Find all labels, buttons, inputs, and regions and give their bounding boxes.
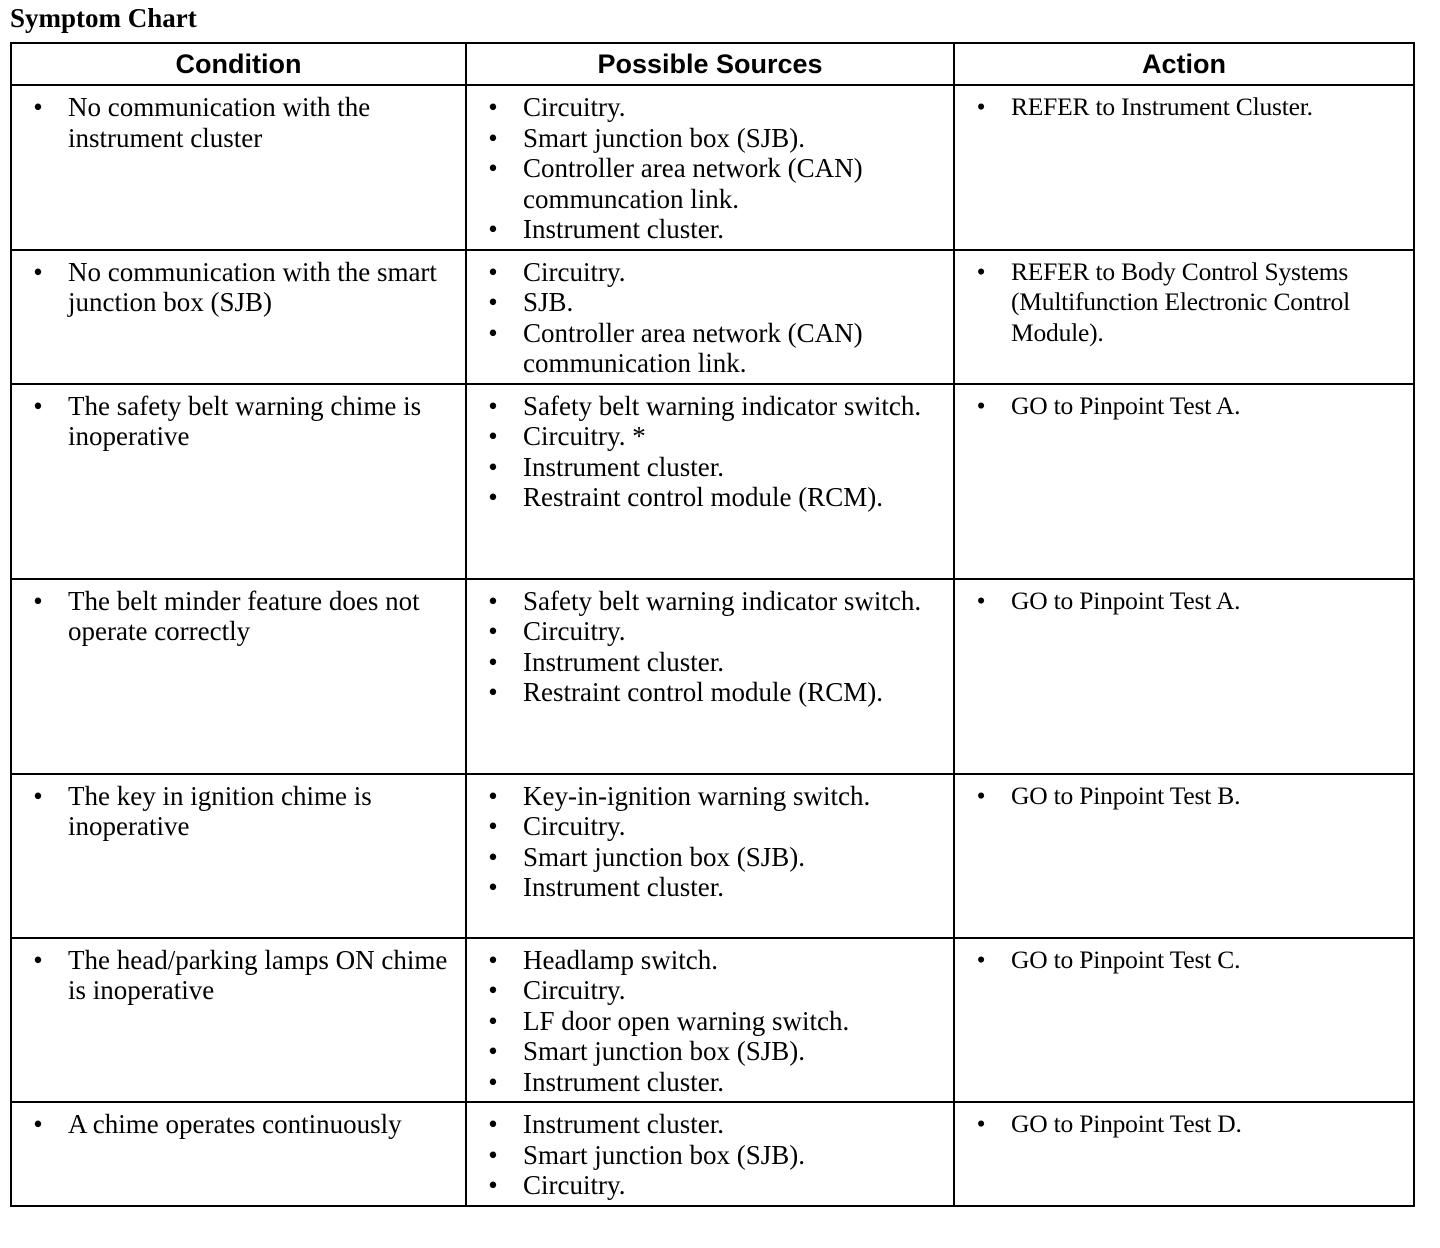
source-item-text: Smart junction box (SJB). bbox=[523, 841, 805, 872]
bullet-icon: • bbox=[33, 944, 43, 975]
bullet-icon: • bbox=[33, 585, 43, 616]
bullet-icon: • bbox=[488, 1170, 498, 1200]
bullet-icon: • bbox=[488, 153, 498, 183]
bullet-icon: • bbox=[488, 616, 498, 646]
source-item-text: Instrument cluster. bbox=[523, 1066, 724, 1097]
condition-cell bbox=[11, 774, 466, 938]
bullet-icon: • bbox=[488, 1139, 498, 1170]
source-item-text: LF door open warning switch. bbox=[523, 1005, 850, 1036]
condition-item bbox=[12, 781, 465, 842]
source-item bbox=[467, 842, 953, 873]
source-item-text: Circuitry. bbox=[523, 256, 626, 287]
source-item-text: SJB. bbox=[523, 287, 574, 317]
bullet-icon: • bbox=[488, 317, 498, 348]
condition-item-text: The head/parking lamps ON chime is inoperative bbox=[68, 944, 448, 1005]
bullet-icon: • bbox=[976, 256, 986, 286]
source-item-text: Circuitry. * bbox=[523, 421, 646, 451]
table-row bbox=[11, 774, 1414, 938]
source-item bbox=[467, 421, 953, 452]
source-item bbox=[467, 318, 953, 379]
action-item-text: GO to Pinpoint Test C. bbox=[1011, 944, 1241, 974]
source-item bbox=[467, 647, 953, 678]
source-item-text: Smart junction box (SJB). bbox=[523, 122, 805, 153]
action-item bbox=[955, 92, 1413, 123]
bullet-icon: • bbox=[488, 944, 498, 975]
action-cell bbox=[954, 250, 1414, 384]
source-item-text: Instrument cluster. bbox=[523, 214, 724, 244]
source-item bbox=[467, 677, 953, 708]
bullet-icon: • bbox=[488, 677, 498, 707]
action-item bbox=[955, 781, 1413, 812]
source-item bbox=[467, 616, 953, 647]
header-action: Action bbox=[954, 43, 1414, 85]
table-row bbox=[11, 384, 1414, 579]
source-item-text: Circuitry. bbox=[523, 1170, 626, 1200]
bullet-icon: • bbox=[976, 944, 986, 974]
source-item-text: Controller area network (CAN) communication link. bbox=[523, 317, 863, 378]
action-item bbox=[955, 257, 1413, 349]
source-item-text: Instrument cluster. bbox=[523, 451, 724, 482]
bullet-icon: • bbox=[488, 1005, 498, 1036]
table-row bbox=[11, 938, 1414, 1103]
action-item-text: REFER to Body Control Systems (Multifunction Electronic Control Module). bbox=[1011, 256, 1350, 347]
source-item-text: Instrument cluster. bbox=[523, 872, 724, 902]
condition-item-text: The safety belt warning chime is inoperative bbox=[68, 390, 422, 451]
condition-item bbox=[12, 945, 465, 1006]
bullet-icon: • bbox=[488, 482, 498, 512]
possible-sources-cell bbox=[466, 250, 954, 384]
condition-item bbox=[12, 257, 465, 318]
condition-item-text: No communication with the smart junction box (SJB) bbox=[68, 256, 437, 317]
bullet-icon: • bbox=[488, 1066, 498, 1097]
source-item-text: Safety belt warning indicator switch. bbox=[523, 585, 922, 616]
source-item bbox=[467, 287, 953, 318]
condition-cell bbox=[11, 938, 466, 1103]
bullet-icon: • bbox=[488, 646, 498, 677]
table-row bbox=[11, 1102, 1414, 1206]
bullet-icon: • bbox=[488, 122, 498, 153]
source-item bbox=[467, 975, 953, 1006]
source-item bbox=[467, 945, 953, 976]
bullet-icon: • bbox=[488, 585, 498, 616]
source-item-text: Restraint control module (RCM). bbox=[523, 677, 883, 707]
source-item-text: Smart junction box (SJB). bbox=[523, 1139, 805, 1170]
action-item-text: GO to Pinpoint Test A. bbox=[1011, 585, 1241, 615]
bullet-icon: • bbox=[976, 1109, 986, 1138]
source-item-text: Key-in-ignition warning switch. bbox=[523, 780, 871, 811]
source-item bbox=[467, 153, 953, 214]
table-header-row bbox=[11, 43, 1414, 85]
condition-item-text: The belt minder feature does not operate correctly bbox=[68, 585, 420, 646]
source-item-text: Circuitry. bbox=[523, 616, 626, 646]
source-item-text: Controller area network (CAN) communcation link. bbox=[523, 153, 863, 214]
source-item bbox=[467, 586, 953, 617]
condition-item-text: No communication with the instrument cluster bbox=[68, 92, 371, 153]
source-item bbox=[467, 257, 953, 288]
action-item-text: GO to Pinpoint Test A. bbox=[1011, 390, 1241, 420]
possible-sources-cell bbox=[466, 85, 954, 250]
source-item-text: Circuitry. bbox=[523, 811, 626, 841]
source-item bbox=[467, 1006, 953, 1037]
action-item-text: GO to Pinpoint Test B. bbox=[1011, 780, 1241, 810]
source-item-text: Instrument cluster. bbox=[523, 1109, 724, 1139]
bullet-icon: • bbox=[33, 1109, 43, 1139]
source-item bbox=[467, 452, 953, 483]
condition-cell bbox=[11, 384, 466, 579]
header-possible-sources: Possible Sources bbox=[466, 43, 954, 85]
source-item bbox=[467, 1067, 953, 1098]
condition-cell bbox=[11, 579, 466, 774]
action-item bbox=[955, 1109, 1413, 1140]
bullet-icon: • bbox=[488, 421, 498, 451]
bullet-icon: • bbox=[976, 585, 986, 615]
action-cell bbox=[954, 774, 1414, 938]
bullet-icon: • bbox=[488, 975, 498, 1005]
bullet-icon: • bbox=[33, 92, 43, 122]
action-cell bbox=[954, 384, 1414, 579]
table-body bbox=[11, 85, 1414, 1206]
bullet-icon: • bbox=[488, 780, 498, 811]
condition-cell bbox=[11, 250, 466, 384]
source-item-text: Circuitry. bbox=[523, 92, 626, 122]
source-item bbox=[467, 1109, 953, 1140]
source-item-text: Circuitry. bbox=[523, 975, 626, 1005]
condition-item bbox=[12, 1109, 465, 1140]
bullet-icon: • bbox=[976, 780, 986, 810]
source-item bbox=[467, 811, 953, 842]
bullet-icon: • bbox=[488, 214, 498, 244]
bullet-icon: • bbox=[488, 1036, 498, 1066]
bullet-icon: • bbox=[33, 390, 43, 421]
source-item bbox=[467, 781, 953, 812]
action-item bbox=[955, 391, 1413, 422]
condition-item bbox=[12, 92, 465, 153]
source-item bbox=[467, 1170, 953, 1201]
source-item bbox=[467, 482, 953, 513]
possible-sources-cell bbox=[466, 774, 954, 938]
source-item-text: Instrument cluster. bbox=[523, 646, 724, 677]
source-item-text: Safety belt warning indicator switch. bbox=[523, 390, 922, 421]
bullet-icon: • bbox=[488, 451, 498, 482]
source-item-text: Restraint control module (RCM). bbox=[523, 482, 883, 512]
bullet-icon: • bbox=[976, 390, 986, 420]
bullet-icon: • bbox=[488, 1109, 498, 1139]
possible-sources-cell bbox=[466, 938, 954, 1103]
action-item-text: GO to Pinpoint Test D. bbox=[1011, 1109, 1242, 1138]
condition-cell bbox=[11, 1102, 466, 1206]
action-item bbox=[955, 586, 1413, 617]
bullet-icon: • bbox=[488, 811, 498, 841]
bullet-icon: • bbox=[488, 256, 498, 287]
header-condition: Condition bbox=[11, 43, 466, 85]
source-item-text: Smart junction box (SJB). bbox=[523, 1036, 805, 1066]
condition-item-text: The key in ignition chime is inoperative bbox=[68, 780, 372, 841]
bullet-icon: • bbox=[488, 92, 498, 122]
source-item bbox=[467, 92, 953, 123]
action-cell bbox=[954, 85, 1414, 250]
possible-sources-cell bbox=[466, 579, 954, 774]
table-row bbox=[11, 250, 1414, 384]
source-item bbox=[467, 391, 953, 422]
possible-sources-cell bbox=[466, 384, 954, 579]
symptom-chart-table bbox=[10, 42, 1415, 1207]
source-item bbox=[467, 1140, 953, 1171]
source-item bbox=[467, 123, 953, 154]
condition-item bbox=[12, 586, 465, 647]
bullet-icon: • bbox=[488, 872, 498, 902]
source-item bbox=[467, 1036, 953, 1067]
source-item-text: Headlamp switch. bbox=[523, 944, 718, 975]
action-cell bbox=[954, 938, 1414, 1103]
action-cell bbox=[954, 579, 1414, 774]
bullet-icon: • bbox=[33, 780, 43, 811]
condition-item-text: A chime operates continuously bbox=[68, 1109, 402, 1139]
action-cell bbox=[954, 1102, 1414, 1206]
bullet-icon: • bbox=[33, 256, 43, 287]
action-item-text: REFER to Instrument Cluster. bbox=[1011, 92, 1313, 121]
source-item bbox=[467, 872, 953, 903]
page-title: Symptom Chart bbox=[10, 3, 197, 33]
bullet-icon: • bbox=[488, 841, 498, 872]
table-row bbox=[11, 579, 1414, 774]
bullet-icon: • bbox=[488, 390, 498, 421]
table-row bbox=[11, 85, 1414, 250]
possible-sources-cell bbox=[466, 1102, 954, 1206]
bullet-icon: • bbox=[976, 92, 986, 121]
bullet-icon: • bbox=[488, 287, 498, 317]
condition-cell bbox=[11, 85, 466, 250]
source-item bbox=[467, 214, 953, 245]
action-item bbox=[955, 945, 1413, 976]
condition-item bbox=[12, 391, 465, 452]
